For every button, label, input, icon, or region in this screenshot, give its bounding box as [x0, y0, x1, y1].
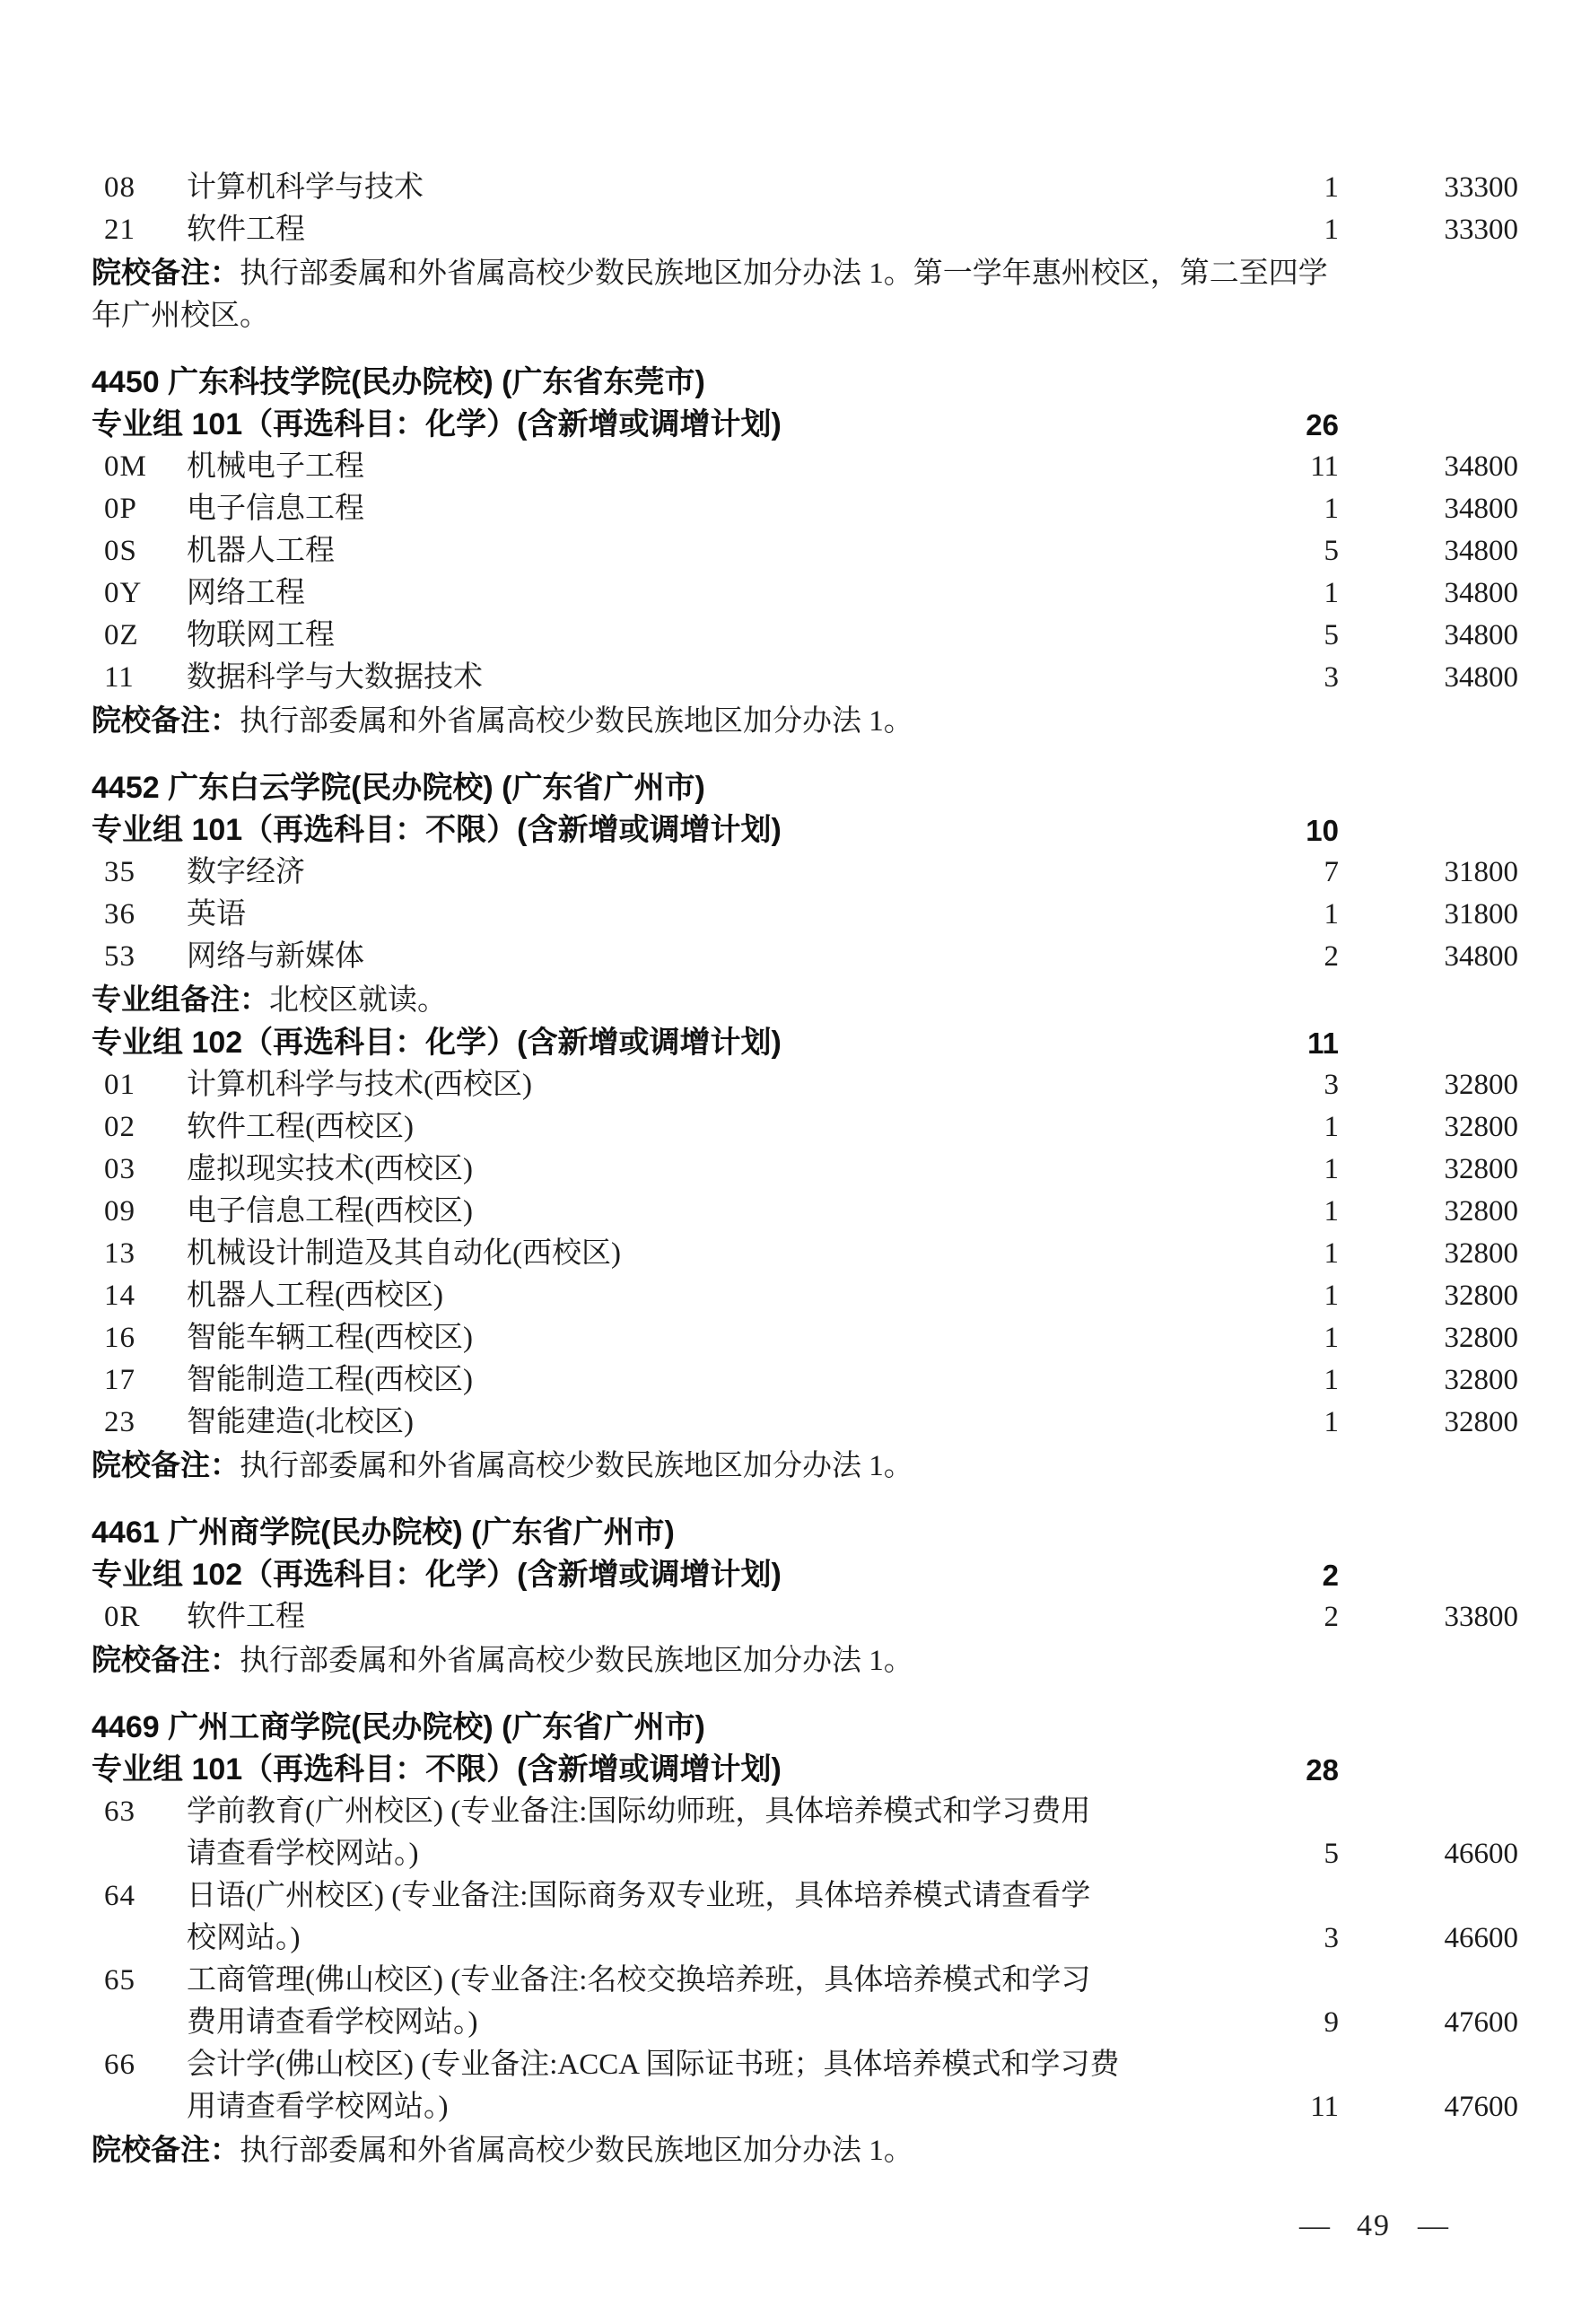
program-main	[92, 657, 1231, 699]
program-name	[187, 1064, 1231, 1106]
remark-text-line: 执行部委属和外省属高校少数民族地区加分办法 1。第一学年惠州校区，第二至四学	[240, 258, 1328, 290]
major-group-label: 专业组 101（再选科目：不限）(含新增或调增计划)	[92, 1752, 782, 1787]
plan-count: 5	[1324, 535, 1339, 567]
tuition-fee: 32800	[1444, 1280, 1518, 1312]
program-code: 0S	[104, 535, 137, 567]
program-code: 14	[104, 1280, 135, 1312]
program-main	[92, 615, 1231, 657]
remark-note	[92, 2128, 1518, 2172]
remark-text-line: 执行部委属和外省属高校少数民族地区加分办法 1。	[240, 2135, 913, 2167]
plan-count: 3	[1324, 1069, 1339, 1101]
group-plan-count: 11	[1307, 1027, 1339, 1060]
program-name	[187, 1275, 1231, 1317]
major-group-row	[92, 1749, 1518, 1791]
group-plan-count: 10	[1306, 814, 1339, 847]
program-name	[187, 530, 1231, 572]
remark-note	[92, 978, 1518, 1022]
program-code: 0Z	[104, 619, 139, 651]
plan-count: 1	[1324, 1364, 1339, 1396]
program-row	[92, 1317, 1518, 1359]
program-row	[92, 1359, 1518, 1402]
program-name	[187, 209, 1231, 251]
program-name-line: 数据科学与大数据技术	[187, 661, 483, 694]
tuition-fee: 33300	[1444, 171, 1518, 204]
major-group-label: 专业组 102（再选科目：化学）(含新增或调增计划)	[92, 1558, 782, 1592]
institution-header: 4450 广东科技学院(民办院校) (广东省东莞市)	[92, 365, 705, 399]
program-main	[92, 530, 1231, 572]
program-main	[92, 1875, 1231, 1960]
program-name	[187, 1233, 1231, 1275]
program-code: 17	[104, 1364, 135, 1396]
program-name	[187, 1596, 1231, 1638]
plan-count: 11	[1310, 2091, 1339, 2123]
program-name-line: 电子信息工程(西校区)	[187, 1195, 473, 1228]
tuition-fee: 34800	[1444, 450, 1518, 483]
plan-count: 9	[1324, 2006, 1339, 2039]
program-code: 23	[104, 1406, 135, 1438]
tuition-fee: 33300	[1444, 214, 1518, 246]
program-row	[92, 530, 1518, 572]
tuition-fee: 32800	[1444, 1195, 1518, 1228]
program-main	[92, 1275, 1231, 1317]
remark-label: 院校备注：	[92, 256, 240, 289]
program-row	[92, 1875, 1518, 1960]
program-row	[92, 657, 1518, 699]
program-row	[92, 2044, 1518, 2128]
institution-header: 4452 广东白云学院(民办院校) (广东省广州市)	[92, 771, 705, 805]
program-row	[92, 852, 1518, 894]
program-code: 09	[104, 1195, 135, 1228]
program-name-line: 校网站。)	[187, 1922, 301, 1954]
institution-header: 4461 广州商学院(民办院校) (广东省广州市)	[92, 1516, 675, 1550]
plan-count: 1	[1324, 493, 1339, 525]
plan-count: 1	[1324, 1153, 1339, 1185]
plan-count: 1	[1324, 214, 1339, 246]
program-name	[187, 488, 1231, 530]
program-name-line: 软件工程(西校区)	[187, 1111, 414, 1143]
major-group-row	[92, 1022, 1518, 1064]
program-name-line: 网络与新媒体	[187, 940, 364, 973]
program-name-line: 软件工程	[187, 1601, 305, 1633]
program-name	[187, 936, 1231, 978]
plan-count: 5	[1324, 619, 1339, 651]
program-name	[187, 1402, 1231, 1444]
tuition-fee: 33800	[1444, 1601, 1518, 1633]
program-code: 0Y	[104, 577, 143, 609]
program-code: 35	[104, 856, 135, 888]
program-code: 53	[104, 940, 135, 973]
remark-label: 院校备注：	[92, 1448, 240, 1481]
program-code: 03	[104, 1153, 135, 1185]
page-number: 49	[1357, 2209, 1391, 2242]
remark-note	[92, 699, 1518, 743]
tuition-fee: 32800	[1444, 1069, 1518, 1101]
major-group-row	[92, 404, 1518, 446]
program-row	[92, 1402, 1518, 1444]
program-name-line: 智能建造(北校区)	[187, 1406, 414, 1438]
program-code: 02	[104, 1111, 135, 1143]
tuition-fee: 32800	[1444, 1237, 1518, 1270]
tuition-fee: 32800	[1444, 1153, 1518, 1185]
program-name-line: 用请查看学校网站。)	[187, 2091, 449, 2123]
program-name-line: 英语	[187, 898, 246, 930]
program-code: 21	[104, 214, 135, 246]
program-main	[92, 1233, 1231, 1275]
tuition-fee: 32800	[1444, 1406, 1518, 1438]
remark-note	[92, 251, 1518, 337]
program-main	[92, 209, 1231, 251]
remark-text-line: 执行部委属和外省属高校少数民族地区加分办法 1。	[240, 1645, 913, 1677]
program-row	[92, 1191, 1518, 1233]
program-name	[187, 1359, 1231, 1402]
remark-label: 院校备注：	[92, 703, 240, 737]
tuition-fee: 34800	[1444, 619, 1518, 651]
plan-count: 1	[1324, 1406, 1339, 1438]
plan-count: 1	[1324, 898, 1339, 930]
program-code: 65	[104, 1964, 135, 1996]
program-row	[92, 1791, 1518, 1875]
program-name-line: 学前教育(广州校区) (专业备注:国际幼师班，具体培养模式和学习费用	[187, 1795, 1091, 1828]
plan-count: 3	[1324, 1922, 1339, 1954]
footer-dash-right: —	[1418, 2209, 1448, 2242]
program-name-line: 智能车辆工程(西校区)	[187, 1322, 473, 1354]
major-group-row	[92, 809, 1518, 852]
program-name-line: 电子信息工程	[187, 493, 364, 525]
remark-label: 院校备注：	[92, 2133, 240, 2166]
plan-count: 1	[1324, 171, 1339, 204]
tuition-fee: 34800	[1444, 661, 1518, 694]
program-name-line: 费用请查看学校网站。)	[187, 2006, 478, 2039]
program-row	[92, 1275, 1518, 1317]
program-name	[187, 167, 1231, 209]
plan-count: 1	[1324, 1280, 1339, 1312]
program-main	[92, 936, 1231, 978]
tuition-fee: 32800	[1444, 1111, 1518, 1143]
tuition-fee: 31800	[1444, 856, 1518, 888]
program-code: 13	[104, 1237, 135, 1270]
program-code: 0P	[104, 493, 137, 525]
program-name	[187, 852, 1231, 894]
program-name-line: 计算机科学与技术(西校区)	[187, 1069, 532, 1101]
program-main	[92, 1106, 1231, 1149]
program-name-line: 会计学(佛山校区) (专业备注:ACCA 国际证书班；具体培养模式和学习费	[187, 2049, 1120, 2081]
tuition-fee: 47600	[1444, 2006, 1518, 2039]
program-main	[92, 1402, 1231, 1444]
program-name	[187, 1106, 1231, 1149]
footer-dash-left: —	[1299, 2209, 1330, 2242]
major-group-label: 专业组 102（再选科目：化学）(含新增或调增计划)	[92, 1026, 782, 1060]
program-name-line: 机械设计制造及其自动化(西校区)	[187, 1237, 621, 1270]
program-name	[187, 1191, 1231, 1233]
program-name-line: 虚拟现实技术(西校区)	[187, 1153, 473, 1185]
plan-count: 2	[1324, 940, 1339, 973]
program-code: 36	[104, 898, 135, 930]
program-name	[187, 2044, 1231, 2128]
plan-count: 1	[1324, 1195, 1339, 1228]
program-row	[92, 936, 1518, 978]
program-row	[92, 1149, 1518, 1191]
tuition-fee: 31800	[1444, 898, 1518, 930]
remark-note	[92, 1638, 1518, 1682]
remark-text-line: 执行部委属和外省属高校少数民族地区加分办法 1。	[240, 1450, 913, 1482]
program-name-line: 工商管理(佛山校区) (专业备注:名校交换培养班，具体培养模式和学习	[187, 1964, 1091, 1996]
program-main	[92, 446, 1231, 488]
program-code: 0R	[104, 1601, 141, 1633]
program-main	[92, 488, 1231, 530]
plan-count: 5	[1324, 1838, 1339, 1870]
program-name	[187, 1149, 1231, 1191]
program-name	[187, 1875, 1231, 1960]
program-name-line: 网络工程	[187, 577, 305, 609]
program-main	[92, 2044, 1231, 2128]
program-code: 0M	[104, 450, 147, 483]
program-name	[187, 894, 1231, 936]
program-row	[92, 488, 1518, 530]
plan-count: 1	[1324, 1111, 1339, 1143]
program-name-line: 请查看学校网站。)	[187, 1838, 419, 1870]
program-code: 16	[104, 1322, 135, 1354]
remark-note	[92, 1444, 1518, 1488]
plan-count: 2	[1324, 1601, 1339, 1633]
tuition-fee: 46600	[1444, 1922, 1518, 1954]
tuition-fee: 34800	[1444, 535, 1518, 567]
program-code: 01	[104, 1069, 135, 1101]
tuition-fee: 34800	[1444, 577, 1518, 609]
program-name-line: 机械电子工程	[187, 450, 364, 483]
program-name-line: 数字经济	[187, 856, 305, 888]
group-plan-count: 28	[1306, 1753, 1339, 1787]
program-name	[187, 1791, 1231, 1875]
group-plan-count: 2	[1322, 1559, 1339, 1592]
remark-label: 专业组备注：	[92, 983, 269, 1016]
program-name	[187, 446, 1231, 488]
plan-count: 1	[1324, 577, 1339, 609]
tuition-fee: 34800	[1444, 493, 1518, 525]
program-name-line: 日语(广州校区) (专业备注:国际商务双专业班，具体培养模式请查看学	[187, 1880, 1091, 1912]
program-main	[92, 1960, 1231, 2044]
program-main	[92, 1596, 1231, 1638]
program-code: 11	[104, 661, 135, 694]
institution-header: 4469 广州工商学院(民办院校) (广东省广州市)	[92, 1710, 705, 1744]
plan-count: 3	[1324, 661, 1339, 694]
remark-text-line: 年广州校区。	[92, 300, 269, 332]
program-row	[92, 209, 1518, 251]
plan-count: 7	[1324, 856, 1339, 888]
program-main	[92, 894, 1231, 936]
program-row	[92, 167, 1518, 209]
program-code: 08	[104, 171, 135, 204]
plan-count: 11	[1310, 450, 1339, 483]
program-row	[92, 894, 1518, 936]
program-name	[187, 1960, 1231, 2044]
tuition-fee: 46600	[1444, 1838, 1518, 1870]
program-name	[187, 657, 1231, 699]
program-name-line: 物联网工程	[187, 619, 335, 651]
major-group-label: 专业组 101（再选科目：不限）(含新增或调增计划)	[92, 813, 782, 847]
program-row	[92, 1960, 1518, 2044]
program-name-line: 机器人工程(西校区)	[187, 1280, 443, 1312]
tuition-fee: 32800	[1444, 1364, 1518, 1396]
program-row	[92, 572, 1518, 615]
program-row	[92, 1596, 1518, 1638]
page-footer	[1299, 2209, 1448, 2243]
program-name-line: 智能制造工程(西校区)	[187, 1364, 473, 1396]
major-group-row	[92, 1554, 1518, 1596]
plan-count: 1	[1324, 1237, 1339, 1270]
program-code: 63	[104, 1795, 135, 1828]
remark-text-line: 执行部委属和外省属高校少数民族地区加分办法 1。	[240, 705, 913, 738]
program-code: 64	[104, 1880, 135, 1912]
remark-label: 院校备注：	[92, 1643, 240, 1676]
program-name	[187, 1317, 1231, 1359]
group-plan-count: 26	[1306, 408, 1339, 441]
program-main	[92, 572, 1231, 615]
program-row	[92, 615, 1518, 657]
program-name	[187, 615, 1231, 657]
major-group-label: 专业组 101（再选科目：化学）(含新增或调增计划)	[92, 407, 782, 441]
program-name-line: 软件工程	[187, 214, 305, 246]
program-main	[92, 1149, 1231, 1191]
program-name-line: 机器人工程	[187, 535, 335, 567]
program-main	[92, 1191, 1231, 1233]
program-row	[92, 1233, 1518, 1275]
program-row	[92, 1106, 1518, 1149]
program-main	[92, 1359, 1231, 1402]
remark-text-line: 北校区就读。	[269, 984, 447, 1017]
tuition-fee: 34800	[1444, 940, 1518, 973]
plan-count: 1	[1324, 1322, 1339, 1354]
program-row	[92, 446, 1518, 488]
tuition-fee: 32800	[1444, 1322, 1518, 1354]
program-main	[92, 852, 1231, 894]
program-name-line: 计算机科学与技术	[187, 171, 424, 204]
program-main	[92, 167, 1231, 209]
program-row	[92, 1064, 1518, 1106]
program-code: 66	[104, 2049, 135, 2081]
program-main	[92, 1317, 1231, 1359]
program-main	[92, 1064, 1231, 1106]
program-main	[92, 1791, 1231, 1875]
tuition-fee: 47600	[1444, 2091, 1518, 2123]
program-name	[187, 572, 1231, 615]
